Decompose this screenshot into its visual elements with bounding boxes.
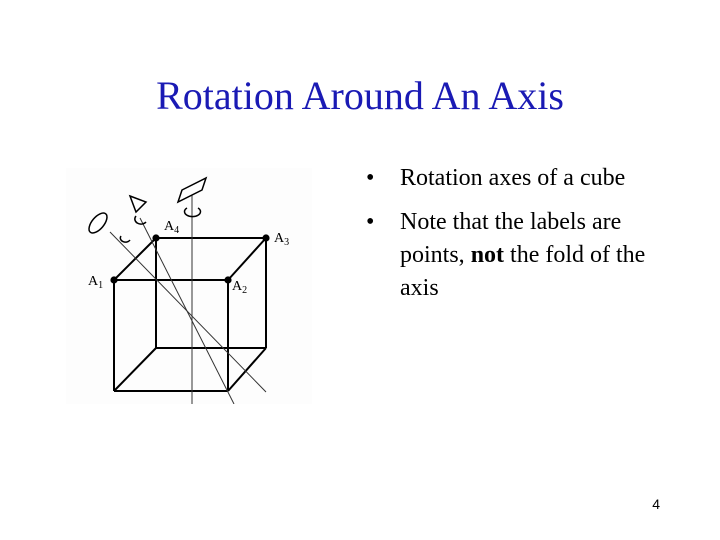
cube-diagram xyxy=(66,168,312,404)
label-a4: $A_4$ xyxy=(164,219,180,236)
label-a3: $A_3$ xyxy=(274,231,290,248)
edge-bottom-left xyxy=(114,348,156,391)
point-a2 xyxy=(224,276,231,283)
rotation-arrow-icon xyxy=(135,216,146,224)
bullet-dot: • xyxy=(366,165,375,191)
bullet-item xyxy=(366,206,666,305)
point-a1 xyxy=(110,276,117,283)
edge-top-right xyxy=(228,238,266,280)
label-a2: $A_2$ xyxy=(232,279,248,296)
bullet-text: Rotation axes of a cube xyxy=(400,165,626,191)
slide-title: Rotation Around An Axis xyxy=(156,73,564,118)
bullet-list xyxy=(366,162,666,316)
cube-rotation-axes-figure xyxy=(66,168,312,404)
rotation-arrow-icon xyxy=(120,236,130,242)
page-number: 4 xyxy=(652,496,660,512)
edge-top-left xyxy=(114,238,156,280)
label-a1: $A_1$ xyxy=(88,274,104,291)
triangle-symbol-icon xyxy=(130,196,146,212)
bullet-text-pre: Note that the labels are points, xyxy=(400,209,622,268)
bullet-dot: • xyxy=(366,209,375,235)
oval-symbol-icon xyxy=(86,210,111,236)
point-a4 xyxy=(152,234,159,241)
edge-bottom-right xyxy=(228,348,266,391)
bullet-item xyxy=(366,162,666,195)
bullet-text-post: the fold of the axis xyxy=(400,242,646,301)
twofold-axis-line xyxy=(110,232,266,392)
point-a3 xyxy=(262,234,269,241)
bullet-text-bold: not xyxy=(470,242,505,268)
